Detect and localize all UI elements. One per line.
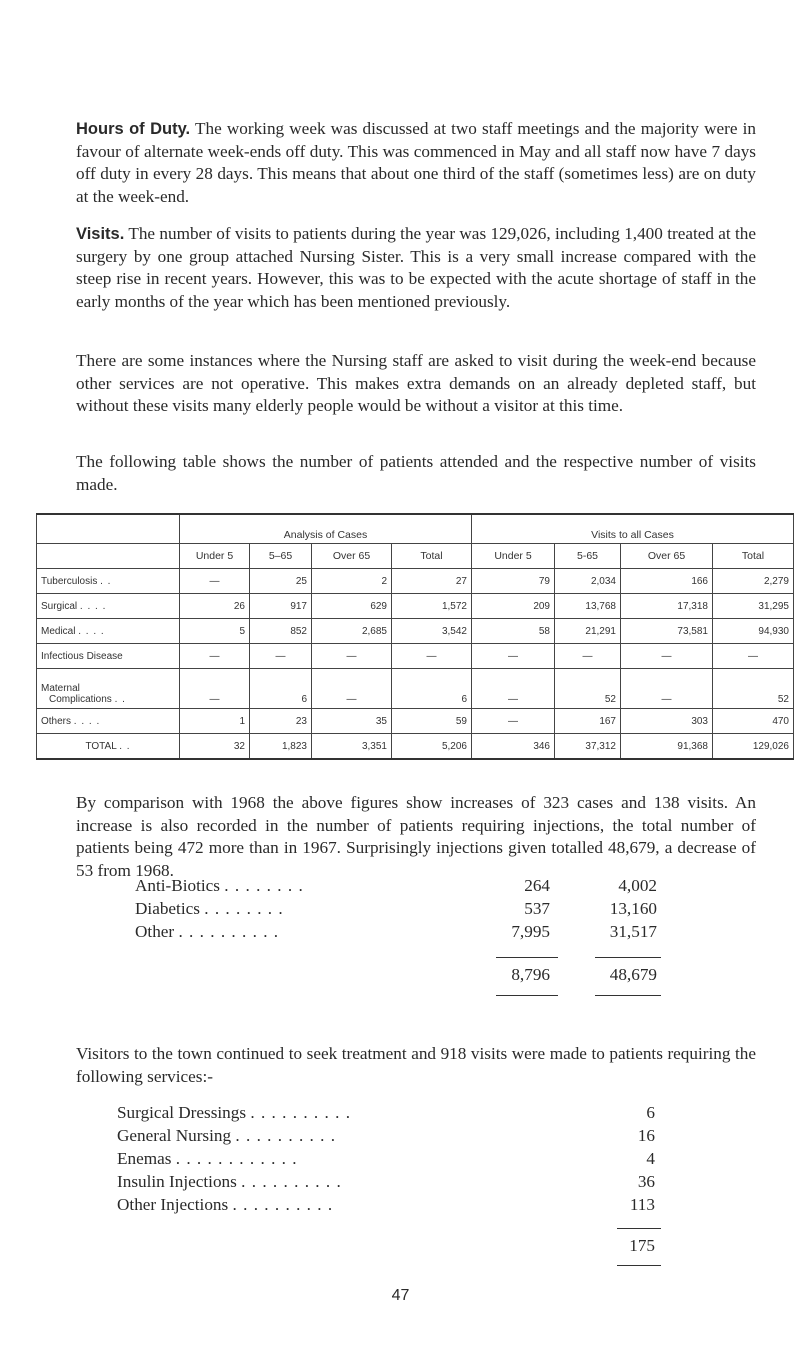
table-cell: 2,034: [555, 569, 621, 594]
col-header: Under 5: [180, 544, 250, 569]
injection-total-patients: 8,796: [511, 965, 550, 984]
following-paragraph: The following table shows the number of patients attended and the respective number of visits made.: [76, 452, 756, 494]
row-label: Infectious Disease: [37, 644, 180, 669]
table-cell: 2,279: [713, 569, 794, 594]
injection-total-rule: [496, 995, 558, 996]
visits-paragraph: [76, 223, 756, 313]
hours-of-duty-text: The working week was discussed at two staff meetings and the majority were in favour of alternate week-ends off duty. This was commenced in May and all staff now have 7 days off duty in every 28 days. This means that about one third of the staff (sometimes less) are on duty at the week-end.: [76, 119, 756, 206]
row-label: Surgical . . . .: [37, 594, 180, 619]
service-value: 113: [629, 1195, 655, 1214]
table-cell: 3,351: [312, 734, 392, 760]
injection-given: 4,002: [618, 876, 657, 895]
service-value: 4: [646, 1149, 655, 1168]
table-cell: 31,295: [713, 594, 794, 619]
row-label: Maternal Complications . .: [37, 669, 180, 709]
hours-of-duty-paragraph: [76, 118, 756, 208]
table-row: [37, 594, 794, 619]
table-cell: 2: [312, 569, 392, 594]
table-row: [37, 619, 794, 644]
table-group-header-row: [37, 514, 794, 544]
injection-total-given: 48,679: [609, 965, 657, 984]
col-header: Under 5: [472, 544, 555, 569]
table-cell: 32: [180, 734, 250, 760]
services-total: 175: [629, 1236, 655, 1255]
table-cell: 129,026: [713, 734, 794, 760]
injection-patients: 537: [524, 899, 550, 918]
row-label: Others . . . .: [37, 709, 180, 734]
service-row-label: Enemas . . . . . . . . . . . .: [117, 1149, 298, 1168]
service-row-label: General Nursing . . . . . . . . . .: [117, 1126, 337, 1145]
table-cell: 346: [472, 734, 555, 760]
table-cell: 79: [472, 569, 555, 594]
table-cell: —: [392, 644, 472, 669]
table-cell: 35: [312, 709, 392, 734]
table-cell: —: [180, 644, 250, 669]
visits-text: The number of visits to patients during the year was 129,026, including 1,400 treated at the surgery by one group attached Nursing Sister. This is a very small increase compared with the steep rise in recent years. However, this was to be expected with the acute shortage of staff in the early months of the year which has been mentioned previously.: [76, 224, 756, 311]
table-row: [37, 569, 794, 594]
row-label: Tuberculosis . .: [37, 569, 180, 594]
table-subheader-row: [37, 544, 794, 569]
col-header: 5-65: [555, 544, 621, 569]
comparison-paragraph: By comparison with 1968 the above figures show increases of 323 cases and 138 visits. An increase is also recorded in the number of patients requiring injections, the total number of patients being 472 more than in 1967. Surprisingly injections given totalled 48,679, a decrease of 53 from 1968.: [76, 793, 756, 880]
table-total-row: [37, 734, 794, 760]
table-cell: 59: [392, 709, 472, 734]
table-cell: 25: [250, 569, 312, 594]
visits-to-all-cases-header: Visits to all Cases: [472, 514, 794, 544]
table-corner-cell: [37, 514, 180, 544]
table-cell: 1,572: [392, 594, 472, 619]
table-cell: 629: [312, 594, 392, 619]
table-row: [37, 709, 794, 734]
table-cell: 5: [180, 619, 250, 644]
visits-heading: Visits.: [76, 225, 125, 243]
col-header: Over 65: [312, 544, 392, 569]
table-row: [37, 644, 794, 669]
table-cell: —: [621, 644, 713, 669]
table-cell: —: [555, 644, 621, 669]
injection-row-label: Diabetics . . . . . . . .: [135, 899, 284, 918]
page-number: 47: [391, 1287, 410, 1304]
table-cell: 37,312: [555, 734, 621, 760]
table-cell: 470: [713, 709, 794, 734]
table-cell: 5,206: [392, 734, 472, 760]
table-cell: 2,685: [312, 619, 392, 644]
table-cell: —: [472, 709, 555, 734]
table-cell: 23: [250, 709, 312, 734]
table-cell: 209: [472, 594, 555, 619]
table-cell: 6: [392, 669, 472, 709]
table-cell: 94,930: [713, 619, 794, 644]
table-cell: 303: [621, 709, 713, 734]
injection-given: 31,517: [609, 922, 657, 941]
injection-given: 13,160: [609, 899, 657, 918]
injection-row-label: Anti-Biotics . . . . . . . .: [135, 876, 304, 895]
services-total-rule: [617, 1265, 661, 1266]
injection-patients: 7,995: [511, 922, 550, 941]
service-row-label: Surgical Dressings . . . . . . . . . .: [117, 1103, 351, 1122]
table-cell: —: [180, 669, 250, 709]
table-cell: 91,368: [621, 734, 713, 760]
table-cell: 6: [250, 669, 312, 709]
cases-visits-table: [36, 513, 794, 760]
col-header: 5–65: [250, 544, 312, 569]
row-label: Medical . . . .: [37, 619, 180, 644]
table-cell: —: [713, 644, 794, 669]
injection-total-rule: [595, 957, 661, 958]
table-cell: 167: [555, 709, 621, 734]
table-cell: 3,542: [392, 619, 472, 644]
table-cell: 27: [392, 569, 472, 594]
table-cell: 1,823: [250, 734, 312, 760]
table-cell: 17,318: [621, 594, 713, 619]
row-label: TOTAL . .: [37, 734, 180, 760]
injection-total-rule: [595, 995, 661, 996]
injection-total-rule: [496, 957, 558, 958]
table-cell: 166: [621, 569, 713, 594]
table-cell: —: [250, 644, 312, 669]
col-header: Total: [713, 544, 794, 569]
table-cell: 73,581: [621, 619, 713, 644]
services-total-rule: [617, 1228, 661, 1229]
table-cell: —: [472, 644, 555, 669]
table-cell: —: [472, 669, 555, 709]
table-cell: 26: [180, 594, 250, 619]
col-header: Over 65: [621, 544, 713, 569]
table-cell: 52: [713, 669, 794, 709]
table-cell: —: [312, 669, 392, 709]
table-cell: 1: [180, 709, 250, 734]
analysis-of-cases-header: Analysis of Cases: [180, 514, 472, 544]
table-row: [37, 669, 794, 709]
service-value: 6: [646, 1103, 655, 1122]
table-cell: 917: [250, 594, 312, 619]
table-cell: 21,291: [555, 619, 621, 644]
injection-patients: 264: [524, 876, 550, 895]
table-cell: 852: [250, 619, 312, 644]
injection-row-label: Other . . . . . . . . . .: [135, 922, 280, 941]
table-cell: 58: [472, 619, 555, 644]
table-cell: —: [621, 669, 713, 709]
hours-of-duty-heading: Hours of Duty.: [76, 120, 191, 138]
service-value: 36: [637, 1172, 655, 1191]
table-cell: 52: [555, 669, 621, 709]
table-subheader-blank: [37, 544, 180, 569]
col-header: Total: [392, 544, 472, 569]
weekend-paragraph: There are some instances where the Nursing staff are asked to visit during the week-end because other services are not operative. This makes extra demands on an already depleted staff, but without these visits many elderly people would be without a visitor at this time.: [76, 351, 756, 415]
service-row-label: Insulin Injections . . . . . . . . . .: [117, 1172, 342, 1191]
table-cell: 13,768: [555, 594, 621, 619]
visitors-paragraph: Visitors to the town continued to seek treatment and 918 visits were made to patients requiring the following services:-: [76, 1044, 756, 1086]
table-cell: —: [312, 644, 392, 669]
table-cell: —: [180, 569, 250, 594]
service-value: 16: [637, 1126, 655, 1145]
service-row-label: Other Injections . . . . . . . . . .: [117, 1195, 334, 1214]
